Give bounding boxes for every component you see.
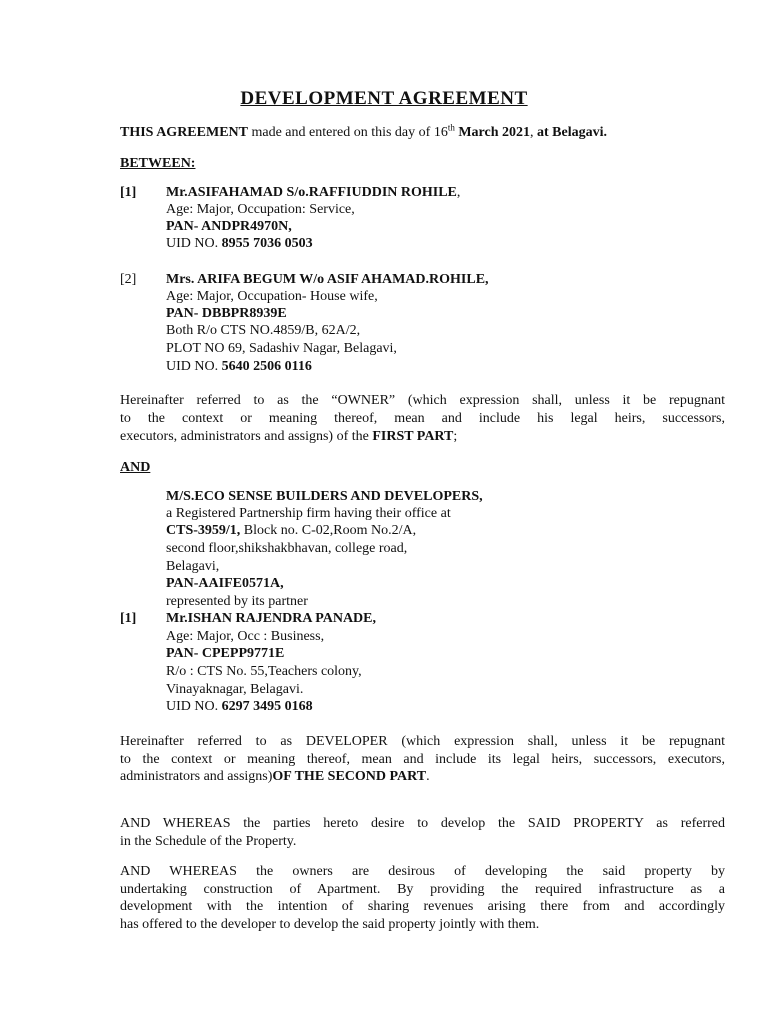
owner-para-line-3: [120, 428, 725, 445]
intro-lead: THIS AGREEMENT: [120, 125, 248, 140]
developer-second-part: OF THE SECOND PART: [272, 769, 427, 784]
party1-pan: PAN- ANDPR4970N,: [166, 219, 292, 234]
developer-cts: CTS-3959/1,: [166, 523, 241, 538]
party1-uid: 8955 7036 0503: [221, 236, 313, 251]
party1-name-line: [166, 184, 460, 201]
whereas2-line-2: undertaking construction of Apartment. By providing the required infrastructure as a: [120, 882, 725, 897]
developer-para-line-3-post: .: [426, 769, 430, 784]
developer-rep: represented by its partner: [166, 594, 308, 609]
party1-age: Age: Major, Occupation: Service,: [166, 202, 355, 217]
party2-number: [2]: [120, 272, 137, 287]
party2-name: Mrs. ARIFA BEGUM W/o ASIF AHAMAD.ROHILE,: [166, 272, 489, 287]
owner-para-line-1: Hereinafter referred to as the “OWNER” (which expression shall, unless it be repugnant: [120, 393, 725, 408]
developer-firm: M/S.ECO SENSE BUILDERS AND DEVELOPERS,: [166, 489, 483, 504]
partner-number: [1]: [120, 611, 137, 626]
party1-uid-line: [166, 235, 313, 252]
intro-place: at Belagavi.: [537, 125, 608, 140]
party2-uid-label: UID NO.: [166, 359, 222, 374]
document-title: DEVELOPMENT AGREEMENT: [240, 88, 528, 109]
developer-cts-line: [166, 522, 416, 539]
between-heading: BETWEEN:: [120, 156, 196, 171]
partner-pan: PAN- CPEPP9771E: [166, 646, 285, 661]
party2-uid: 5640 2506 0116: [221, 359, 312, 374]
partner-address: Vinayaknagar, Belagavi.: [166, 682, 304, 697]
owner-para-line-3-pre: executors, administrators and assigns) of the: [120, 429, 373, 444]
whereas2-line-3: development with the intention of sharing revenues arising there from and accordingly: [120, 899, 725, 914]
whereas2-line-4: has offered to the developer to develop the said property jointly with them.: [120, 917, 540, 932]
whereas1-line-1: AND WHEREAS the parties hereto desire to develop the SAID PROPERTY as referred: [120, 816, 725, 831]
party2-pan: PAN- DBBPR8939E: [166, 306, 287, 321]
partner-residence: R/o : CTS No. 55,Teachers colony,: [166, 664, 362, 679]
owner-first-part: FIRST PART: [372, 429, 454, 444]
developer-address-2: second floor,shikshakbhavan, college road,: [166, 541, 408, 556]
developer-desc: a Registered Partnership firm having their office at: [166, 506, 451, 521]
party1-name-suffix: ,: [456, 185, 461, 200]
party1-number: [1]: [120, 185, 137, 200]
developer-pan: PAN-AAIFE0571A,: [166, 576, 284, 591]
intro-comma: ,: [530, 125, 538, 140]
whereas2-line-1: AND WHEREAS the owners are desirous of developing the said property by: [120, 864, 725, 879]
partner-age: Age: Major, Occ : Business,: [166, 629, 325, 644]
owner-para-line-2: to the context or meaning thereof, mean and include his legal heirs, successors,: [120, 411, 725, 426]
party1-name: Mr.ASIFAHAMAD S/o.RAFFIUDDIN ROHILE: [166, 185, 457, 200]
party1-uid-label: UID NO.: [166, 236, 222, 251]
intro-date: March 2021: [454, 125, 531, 140]
intro-sup: th: [447, 122, 455, 133]
developer-para-line-3: [120, 768, 725, 785]
intro-line: [120, 124, 607, 141]
party2-age: Age: Major, Occupation- House wife,: [166, 289, 378, 304]
developer-para-line-3-pre: administrators and assigns): [120, 769, 273, 784]
developer-cts-rest: Block no. C-02,Room No.2/A,: [240, 523, 417, 538]
partner-uid-line: [166, 698, 313, 715]
partner-uid-label: UID NO.: [166, 699, 222, 714]
partner-uid: 6297 3495 0168: [221, 699, 313, 714]
developer-address-3: Belagavi,: [166, 559, 220, 574]
and-heading: AND: [120, 460, 151, 475]
owner-para-line-3-post: ;: [453, 429, 458, 444]
party2-address-1: Both R/o CTS NO.4859/B, 62A/2,: [166, 323, 361, 338]
partner-name: Mr.ISHAN RAJENDRA PANADE,: [166, 611, 377, 626]
party2-address-2: PLOT NO 69, Sadashiv Nagar, Belagavi,: [166, 341, 397, 356]
party2-uid-line: [166, 358, 312, 375]
intro-text: made and entered on this day of 16: [247, 125, 448, 140]
whereas1-line-2: in the Schedule of the Property.: [120, 834, 297, 849]
developer-para-line-1: Hereinafter referred to as DEVELOPER (which expression shall, unless it be repugnant: [120, 734, 725, 749]
developer-para-line-2: to the context or meaning thereof, mean and include its legal heirs, successors, executors,: [120, 752, 725, 767]
